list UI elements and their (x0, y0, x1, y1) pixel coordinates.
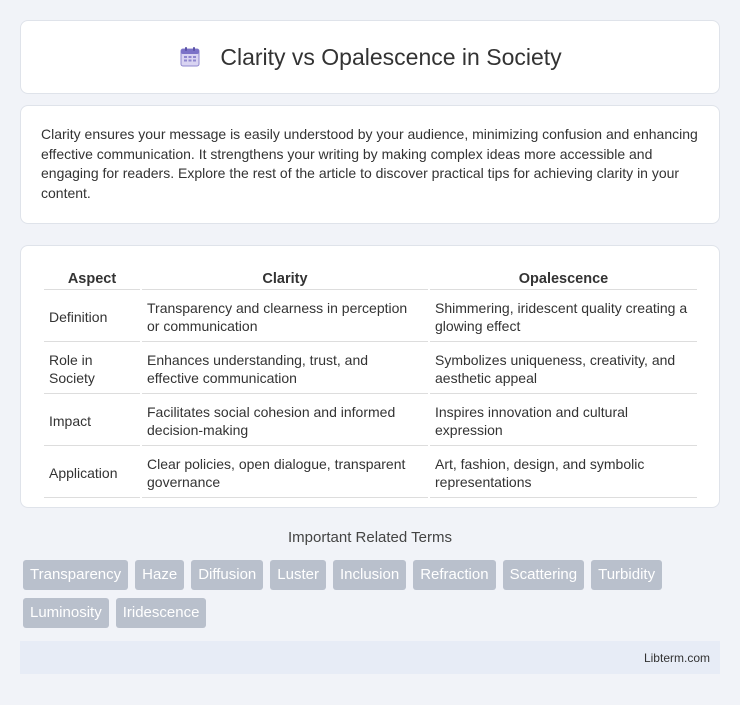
header-card (20, 20, 720, 94)
calendar-icon (178, 45, 202, 69)
tag-scattering[interactable]: Scattering (503, 560, 585, 590)
page-title: Clarity vs Opalescence in Society (220, 43, 562, 70)
table-cell: Impact (44, 396, 140, 446)
table-cell: Role in Society (44, 344, 140, 394)
tag-luster[interactable]: Luster (270, 560, 326, 590)
tag-inclusion[interactable]: Inclusion (333, 560, 406, 590)
comparison-table-card (20, 245, 720, 508)
table-cell: Definition (44, 292, 140, 342)
table-cell: Clear policies, open dialogue, transparent governance (142, 448, 428, 498)
tag-haze[interactable]: Haze (135, 560, 184, 590)
tag-refraction[interactable]: Refraction (413, 560, 495, 590)
table-cell: Art, fashion, design, and symbolic representations (430, 448, 697, 498)
tag-transparency[interactable]: Transparency (23, 560, 128, 590)
footer-site-link[interactable]: Libterm.com (643, 651, 710, 665)
tag-iridescence[interactable]: Iridescence (116, 598, 207, 628)
comparison-table (42, 266, 699, 500)
tag-turbidity[interactable]: Turbidity (591, 560, 662, 590)
intro-card (20, 105, 720, 224)
table-row (44, 396, 697, 446)
column-header-opalescence: Opalescence (430, 268, 697, 290)
footer (20, 641, 720, 674)
tag-luminosity[interactable]: Luminosity (23, 598, 109, 628)
table-header-row (44, 268, 697, 290)
related-terms-title: Important Related Terms (288, 529, 452, 546)
column-header-aspect: Aspect (44, 268, 140, 290)
table-cell: Enhances understanding, trust, and effective communication (142, 344, 428, 394)
table-cell: Shimmering, iridescent quality creating a glowing effect (430, 292, 697, 342)
table-row (44, 344, 697, 394)
column-header-clarity: Clarity (142, 268, 428, 290)
table-cell: Application (44, 448, 140, 498)
table-cell: Inspires innovation and cultural expression (430, 396, 697, 446)
tag-diffusion[interactable]: Diffusion (191, 560, 263, 590)
related-terms-tags (23, 560, 723, 636)
intro-text: Clarity ensures your message is easily understood by your audience, minimizing confusion and enhancing effective communication. It strengthens your writing by making complex ideas more accessible and engaging for readers. Explore the rest of the article to discover practical tips for achieving clarity in your content. (41, 126, 698, 201)
table-cell: Facilitates social cohesion and informed decision-making (142, 396, 428, 446)
table-cell: Symbolizes uniqueness, creativity, and aesthetic appeal (430, 344, 697, 394)
table-cell: Transparency and clearness in perception or communication (142, 292, 428, 342)
table-row (44, 292, 697, 342)
table-row (44, 448, 697, 498)
